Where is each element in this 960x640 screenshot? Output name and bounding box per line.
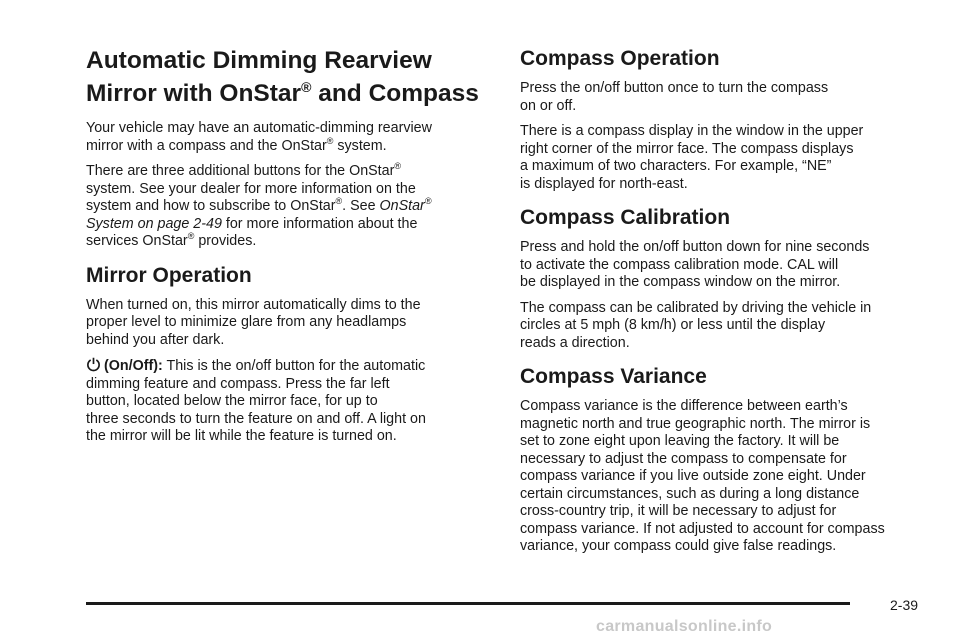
watermark: carmanualsonline.info [596, 618, 773, 635]
registered-mark: ® [424, 196, 432, 207]
registered-mark: ® [326, 135, 334, 146]
registered-mark: ® [187, 231, 195, 242]
heading-mirror-operation: Mirror Operation [86, 263, 252, 287]
footer-rule [86, 602, 850, 605]
left-column [86, 44, 490, 454]
page-title [86, 44, 490, 110]
heading-compass-calibration: Compass Calibration [520, 206, 731, 229]
compass-calibration-paragraph-1: Press and hold the on/off button down for nine seconds to activate the compass calibration mode. CAL will be displayed in the compass window on the mirror. [520, 239, 870, 290]
registered-mark: ® [335, 196, 343, 207]
title-text: Automatic Dimming Rearview Mirror with OnStar [86, 47, 432, 107]
compass-variance-paragraph: Compass variance is the difference between earth’s magnetic north and true geographic north. The mirror is set to zone eight upon leaving the factory. It will be necessary to adjust the compass to compensate for compass variance if you live outside zone eight. Under certain circumstances, such as during a long distance cross-country trip, it will be necessary to adjust for compass variance. If not adjusted to account for compass variance, your compass could give false readings. [520, 398, 885, 554]
registered-mark: ® [301, 78, 312, 95]
compass-operation-paragraph-1: Press the on/off button once to turn the compass on or off. [520, 80, 829, 114]
registered-mark: ® [394, 161, 402, 172]
intro-paragraph: Your vehicle may have an automatic-dimming rearview mirror with a compass and the OnStar® system. [86, 120, 432, 154]
heading-compass-variance: Compass Variance [520, 365, 707, 388]
power-icon [86, 357, 101, 372]
compass-calibration-paragraph-2: The compass can be calibrated by driving the vehicle in circles at 5 mph (8 km/h) or less until the display reads a direction. [520, 299, 872, 351]
right-column [520, 44, 930, 564]
mirror-operation-paragraph: When turned on, this mirror automatically dims to the proper level to minimize glare from any headlamps behind you after dark. [86, 296, 421, 348]
heading-compass-operation: Compass Operation [520, 47, 720, 70]
on-off-label: (On/Off): [104, 358, 163, 374]
on-off-paragraph: (On/Off): This is the on/off button for the automatic dimming feature and compass. Press the far left button, located below the mirror face, for up to three seconds to turn the feature on and off. A light on the mirror will be lit while the feature is turned on. [86, 358, 426, 444]
compass-operation-paragraph-2: There is a compass display in the window in the upper right corner of the mirror face. The compass displays a maximum of two characters. For example, “NE” is displayed for north-east. [520, 123, 864, 192]
page-number: 2-39 [890, 597, 919, 613]
onstar-reference-link[interactable]: OnStar® System on page 2-49 [86, 196, 432, 232]
title-text-end: and Compass [311, 80, 479, 107]
onstar-buttons-paragraph: There are three additional buttons for the OnStar® system. See your dealer for more information on the system and how to subscribe to OnStar®. See OnStar® System on page 2-49 for more information about the services OnStar® provides. [86, 161, 432, 249]
